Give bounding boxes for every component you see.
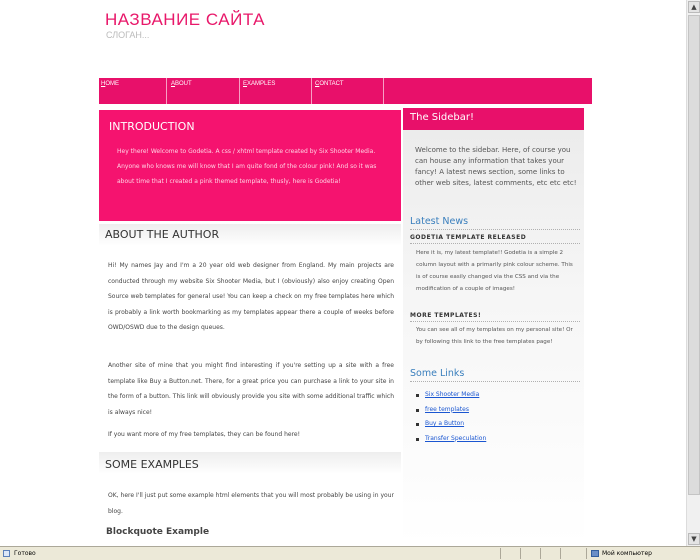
sidebar-links-list: [416, 391, 486, 449]
about-paragraph-1: Hi! My names Jay and I'm a 20 year old web designer from England. My main projects are conducted through my website Six Shooter Media, but I (obviously) also enjoy creating Open Source web templates for general use! You can keep a check on my free templates here which is probably a link worth bookmarking as my templates appear there a couple of weeks before OWD/OSWD due to the design queues.: [108, 262, 394, 331]
blockquote-heading: Blockquote Example: [106, 527, 210, 537]
examples-heading: SOME EXAMPLES: [105, 458, 199, 471]
nav-item-about[interactable]: ABOUT: [169, 78, 240, 104]
intro-heading: INTRODUCTION: [109, 120, 195, 133]
divider: [410, 229, 580, 230]
main-navigation: [99, 78, 592, 104]
status-separator: [500, 548, 501, 559]
nav-tail-decoration: [584, 96, 590, 104]
status-separator: [540, 548, 541, 559]
link-buy-a-button[interactable]: Buy a Button: [416, 420, 486, 435]
news-title-2: MORE TEMPLATES!: [410, 312, 482, 319]
page-icon: [3, 550, 10, 557]
about-paragraph-2: Another site of mine that you might find interesting if you're setting up a site with a free template like Buy a Button.net. There, for a great price you can purchase a link to your site in the form of a button. This link will obviously provide you site with some additional traffic which is always nice!: [108, 362, 394, 416]
sidebar-intro: Welcome to the sidebar. Here, of course you can house any information that takes your fancy! A latest news section, some links to other web sites, latest comments, etc etc etc!: [415, 146, 577, 187]
examples-text: OK, here I'll just put some example html elements that you will most probably be using in your blog.: [108, 492, 394, 515]
news-text-1: Here it is, my latest template!! Godetia is a simple 2 column layout with a primarily pink colour scheme. This is of course easily changed via the CSS and via the modification of a couple of images!: [416, 250, 573, 292]
about-heading: ABOUT THE AUTHOR: [105, 228, 220, 241]
sidebar-header: [403, 108, 584, 130]
sidebar-title: The Sidebar!: [410, 112, 474, 123]
scroll-up-arrow-icon[interactable]: ▲: [688, 1, 700, 13]
browser-status-bar: [0, 546, 700, 560]
divider: [410, 243, 580, 244]
vertical-scrollbar[interactable]: [686, 0, 700, 546]
link-six-shooter-media[interactable]: Six Shooter Media: [416, 391, 486, 406]
divider: [410, 321, 580, 322]
site-title: НАЗВАНИЕ САЙТА: [105, 10, 265, 29]
nav-item-examples[interactable]: EXAMPLES: [241, 78, 312, 104]
site-slogan: СЛОГАН...: [106, 30, 150, 40]
zone-text: Мой компьютер: [602, 550, 652, 557]
scroll-down-arrow-icon[interactable]: ▼: [688, 533, 700, 545]
intro-box: [99, 110, 401, 221]
nav-item-contact[interactable]: CONTACT: [313, 78, 384, 104]
status-separator: [586, 548, 587, 559]
link-transfer-speculation[interactable]: Transfer Speculation: [416, 435, 486, 450]
status-separator: [520, 548, 521, 559]
status-text: Готово: [14, 550, 36, 557]
status-separator: [560, 548, 561, 559]
my-computer-icon: [591, 550, 599, 557]
nav-item-home[interactable]: HOME: [99, 78, 167, 104]
divider: [410, 381, 580, 382]
some-links-heading: Some Links: [410, 368, 465, 379]
intro-text: Hey there! Welcome to Godetia. A css / xhtml template created by Six Shooter Media. Anyone who knows me will know that I am quite fond of the colour pink! And so it was about time that I created a pink themed template, thusly, here is Godetia!: [117, 148, 377, 185]
news-title-1: GODETIA TEMPLATE RELEASED: [410, 234, 527, 241]
link-free-templates[interactable]: free templates: [416, 406, 486, 421]
latest-news-heading: Latest News: [410, 216, 469, 227]
scrollbar-thumb[interactable]: [688, 15, 700, 495]
news-text-2: You can see all of my templates on my personal site! Or by following this link to the free templates page!: [416, 327, 573, 345]
about-paragraph-3: If you want more of my free templates, they can be found here!: [108, 431, 300, 438]
